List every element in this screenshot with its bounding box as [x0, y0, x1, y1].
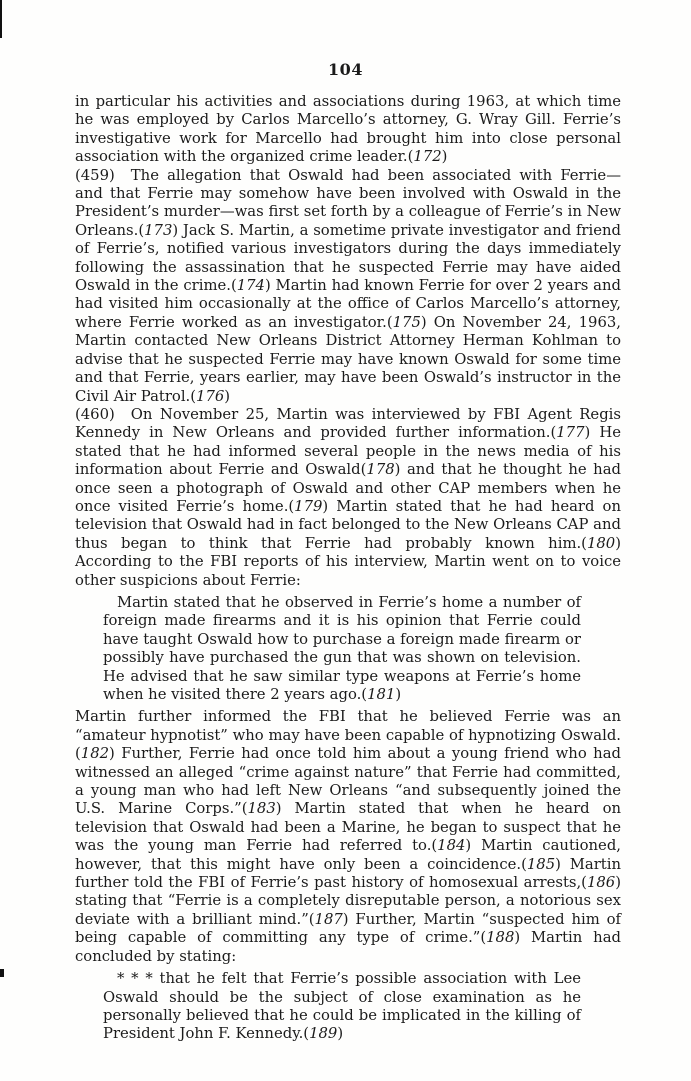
paragraph-459	[75, 167, 621, 406]
paragraph-460	[75, 406, 621, 590]
paragraph-martin-further: Martin further informed the FBI that he believed Ferrie was an “amateur hypnotist” who may have been capable of hypnotizing Oswald.(182) Further, Ferrie had once told him about a young friend who had witnessed an alleged “crime against nature” that Ferrie had committed, a young man who had left New Orleans “and subsequently joined the U.S. Marine Corps.”(183) Martin stated that when he heard on television that Oswald had been a Marine, he began to suspect that he was the young man Ferrie had referred to.(184) Martin cautioned, however, that this might have only been a coincidence.(185) Martin further told the FBI of Ferrie’s past history of homosexual arrests,(186) stating that “Ferrie is a completely disreputable person, a notorious sex deviate with a brilliant mind.”(187) Further, Martin “suspected him of being capable of committing any type of crime.”(188) Martin had concluded by stating:	[75, 708, 622, 965]
page-number: 104	[328, 60, 363, 79]
blockquote-fbi-report: Martin stated that he observed in Ferrie’s home a number of foreign made firearms and it is his opinion that Ferrie could have taught Oswald how to purchase a foreign made firearm or possibly have purchased the gun that was shown on television. He advised that he saw similar type weapons at Ferrie’s home when he visited there 2 years ago.(181)	[103, 593, 581, 703]
blockquote-martin-conclusion: * * * that he felt that Ferrie’s possible association with Lee Oswald should be the subject of close examination as he personally believed that he could be implicated in the killing of President John F. Kennedy.(189)	[103, 970, 581, 1043]
page-body	[75, 93, 621, 1044]
scan-artifact	[0, 969, 4, 977]
paragraph-459-text: The allegation that Oswald had been associated with Ferrie—and that Ferrie may somehow have been involved with Oswald in the President’s murder—was first set forth by a colleague of Ferrie’s in New Orleans.(173) Jack S. Martin, a sometime private investigator and friend of Ferrie’s, notified various investigators during the days immediately following the assassination that he suspected Ferrie may have aided Oswald in the crime.(174) Martin had known Ferrie for over 2 years and had visited him occasionally at the office of Carlos Marcello’s attorney, where Ferrie worked as an investigator.(175) On November 24, 1963, Martin contacted New Orleans District Attorney Herman Kohlman to advise that he suspected Ferrie may have known Oswald for some time and that Ferrie, years earlier, may have been Oswald’s instructor in the Civil Air Patrol.(176)	[75, 166, 621, 405]
scan-artifact	[0, 0, 2, 38]
paragraph-continuation: in particular his activities and associations during 1963, at which time he was employed by Carlos Marcello’s attorney, G. Wray Gill. Ferrie’s investigative work for Marcello had brought him into close personal association with the organized crime leader.(172)	[75, 93, 621, 166]
paragraph-459-number: (459)	[75, 166, 115, 184]
paragraph-460-number: (460)	[75, 405, 115, 423]
paragraph-460-text: On November 25, Martin was interviewed by FBI Agent Regis Kennedy in New Orleans and provided further information.(177) He stated that he had informed several people in the news media of his information about Ferrie and Oswald(178) and that he thought he had once seen a photograph of Oswald and other CAP members when he once visited Ferrie’s home.(179) Martin stated that he had heard on television that Oswald had in fact belonged to the New Orleans CAP and thus began to think that Ferrie had probably known him.(180) According to the FBI reports of his interview, Martin went on to voice other suspicions about Ferrie:	[75, 405, 622, 589]
